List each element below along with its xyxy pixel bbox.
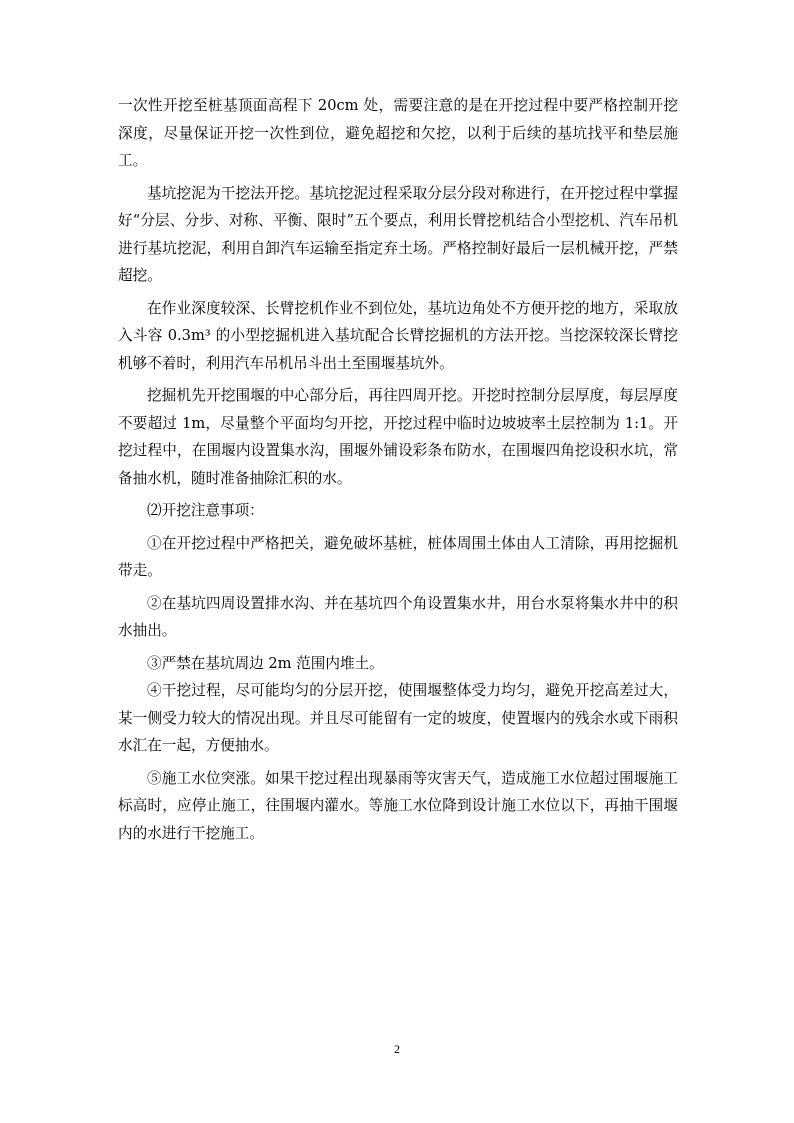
paragraph-dry-excavation: 基坑挖泥为干挖法开挖。基坑挖泥过程采取分层分段对称进行，在开挖过程中掌握好“分层、分步、对称、平衡、限时”五个要点，利用长臂挖机结合小型挖机、汽车吊机进行基坑挖泥，利用自卸汽车运输至指定弃土场。严格控制好最后一层机械开挖，严禁超挖。: [118, 184, 678, 284]
precaution-item-2: ②在基坑四周设置排水沟、并在基坑四个角设置集水井，用台水泵将集水井中的积水抽出。: [118, 594, 678, 639]
page-number: 2: [394, 1042, 400, 1056]
precaution-item-5: ⑤施工水位突涨。如果干挖过程出现暴雨等灾害天气，造成施工水位超过围堰施工标高时，应停止施工，往围堰内灌水。等施工水位降到设计施工水位以下，再抽干围堰内的水进行干挖施工。: [118, 769, 678, 842]
precaution-item-1: ①在开挖过程中严格把关，避免破坏基桩，桩体周围土体由人工清除，再用挖掘机带走。: [118, 534, 678, 579]
document-body: [118, 92, 678, 847]
precaution-item-3: ③严禁在基坑周边 2m 范围内堆土。: [147, 654, 384, 672]
paragraph-small-excavator: 在作业深度较深、长臂挖机作业不到位处，基坑边角处不方便开挖的地方，采取放入斗容 0.3m³ 的小型挖掘机进入基坑配合长臂挖掘机的方法开挖。当挖深较深长臂挖机够不着时，利用汽车吊机吊斗出土至围堰基坑外。: [118, 299, 678, 372]
paragraph-excavation-sequence: 挖掘机先开挖围堰的中心部分后，再往四周开挖。开挖时控制分层厚度，每层厚度不要超过 1m，尽量整个平面均匀开挖，开挖过程中临时边坡坡率土层控制为 1:1。开挖过程中，在围堰内设置集水沟，围堰外铺设彩条布防水，在围堰四角挖设积水坑，常备抽水机，随时准备抽除汇积的水。: [118, 387, 678, 487]
precaution-item-4: ④干挖过程，尽可能均匀的分层开挖，使围堰整体受力均匀，避免开挖高差过大，某一侧受力较大的情况出现。并且尽可能留有一定的坡度，使置堰内的残余水或下雨积水汇在一起，方便抽水。: [118, 682, 678, 754]
paragraph-excavation-depth: 一次性开挖至桩基顶面高程下 20cm 处，需要注意的是在开挖过程中要严格控制开挖深度，尽量保证开挖一次性到位，避免超挖和欠挖，以利于后续的基坑找平和垫层施工。: [118, 97, 678, 169]
section-heading-precautions: ⑵开挖注意事项：: [147, 502, 264, 519]
